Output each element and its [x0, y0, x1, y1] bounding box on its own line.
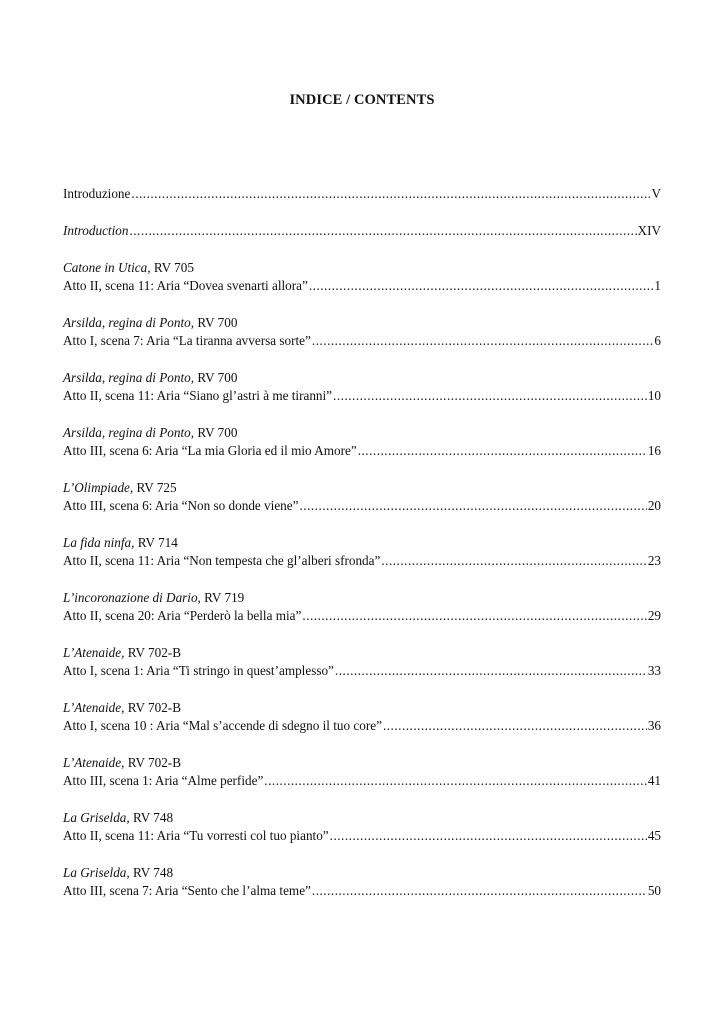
work-title: [63, 589, 661, 607]
toc-line: [63, 442, 661, 460]
toc-entry-label: Atto II, scena 11: Aria “Siano gl’astri à me tiranni”: [63, 388, 333, 403]
page-title: INDICE / CONTENTS: [289, 92, 435, 108]
work-catalogue: RV 705: [150, 260, 194, 275]
work-catalogue: RV 702-B: [124, 700, 181, 715]
toc-page-number: 23: [647, 553, 661, 568]
toc-page-number: 33: [647, 663, 661, 678]
toc-entry: [63, 534, 661, 570]
work-title-italic: L’Atenaide,: [63, 755, 125, 770]
toc-line: [63, 497, 661, 515]
dot-leader: [312, 882, 647, 900]
work-title-italic: Catone in Utica,: [63, 260, 151, 275]
toc-page-number: 10: [647, 388, 661, 403]
toc-line: [63, 552, 661, 570]
work-catalogue: RV 714: [134, 535, 178, 550]
toc-entry-label: Atto III, scena 7: Aria “Sento che l’alma teme”: [63, 883, 311, 898]
toc-entry: [63, 644, 661, 680]
toc-entry: [63, 699, 661, 735]
toc-page-number: 6: [654, 333, 661, 348]
toc-line: [63, 662, 661, 680]
toc-entry: [63, 314, 661, 350]
dot-leader: [302, 607, 646, 625]
dot-leader: [330, 827, 647, 845]
toc-page-number: 1: [654, 278, 661, 293]
toc-entry-label: Atto II, scena 20: Aria “Perderò la bella mia”: [63, 608, 302, 623]
toc-entry-label: Atto III, scena 6: Aria “Non so donde viene”: [63, 498, 299, 513]
work-title-italic: Arsilda, regina di Ponto,: [63, 425, 195, 440]
dot-leader: [381, 552, 646, 570]
toc-entry: [63, 222, 661, 240]
toc-page-number: 45: [647, 828, 661, 843]
dot-leader: [383, 717, 647, 735]
toc-entry-label: Atto II, scena 11: Aria “Non tempesta che gl’alberi sfronda”: [63, 553, 381, 568]
toc-entry: [63, 185, 661, 203]
toc-entry: [63, 809, 661, 845]
toc-entry-label: Introduzione: [63, 186, 131, 201]
work-title: [63, 534, 661, 552]
dot-leader: [131, 185, 650, 203]
dot-leader: [309, 277, 654, 295]
work-catalogue: RV 748: [129, 810, 174, 825]
toc-page-number: V: [651, 186, 661, 201]
dot-leader: [335, 662, 647, 680]
toc-line: [63, 772, 661, 790]
toc-entry-label: Atto I, scena 10 : Aria “Mal s’accende di sdegno il tuo core”: [63, 718, 382, 733]
toc-page-number: 50: [647, 883, 661, 898]
toc-page-number: 29: [647, 608, 661, 623]
dot-leader: [358, 442, 647, 460]
work-catalogue: RV 700: [194, 315, 238, 330]
work-title-italic: Arsilda, regina di Ponto,: [63, 370, 195, 385]
toc-line: [63, 387, 661, 405]
toc-line: [63, 185, 661, 203]
work-title-italic: L’Atenaide,: [63, 645, 125, 660]
work-title-italic: La fida ninfa,: [63, 535, 135, 550]
toc-entry: [63, 369, 661, 405]
toc-line: [63, 277, 661, 295]
dot-leader: [312, 332, 654, 350]
work-title: [63, 369, 661, 387]
toc-entry-label: Atto I, scena 7: Aria “La tiranna avversa sorte”: [63, 333, 311, 348]
work-title: [63, 644, 661, 662]
work-catalogue: RV 700: [194, 370, 238, 385]
table-of-contents: [63, 185, 661, 900]
work-catalogue: RV 700: [194, 425, 238, 440]
toc-entry-label: Atto II, scena 11: Aria “Dovea svenarti allora”: [63, 278, 308, 293]
work-title: [63, 424, 661, 442]
toc-entry-label: Atto II, scena 11: Aria “Tu vorresti col tuo pianto”: [63, 828, 329, 843]
work-title-italic: La Griselda,: [63, 865, 130, 880]
work-catalogue: RV 725: [133, 480, 177, 495]
work-title: [63, 809, 661, 827]
toc-line: [63, 332, 661, 350]
toc-entry-label: Introduction: [63, 223, 129, 238]
work-title-italic: L’Atenaide,: [63, 700, 125, 715]
toc-line: [63, 827, 661, 845]
toc-page-number: 16: [647, 443, 661, 458]
dot-leader: [299, 497, 646, 515]
toc-entry-label: Atto III, scena 6: Aria “La mia Gloria ed il mio Amore”: [63, 443, 357, 458]
work-title-italic: Arsilda, regina di Ponto,: [63, 315, 195, 330]
work-catalogue: RV 702-B: [124, 755, 181, 770]
work-title-italic: L’incoronazione di Dario,: [63, 590, 201, 605]
work-title: [63, 259, 661, 277]
dot-leader: [129, 222, 636, 240]
work-catalogue: RV 748: [129, 865, 174, 880]
toc-entry-label: Atto I, scena 1: Aria “Ti stringo in quest’amplesso”: [63, 663, 334, 678]
toc-line: [63, 607, 661, 625]
toc-page-number: XIV: [637, 223, 661, 238]
work-title: [63, 699, 661, 717]
work-title: [63, 864, 661, 882]
toc-line: [63, 222, 661, 240]
dot-leader: [264, 772, 647, 790]
toc-entry: [63, 754, 661, 790]
dot-leader: [333, 387, 647, 405]
work-title-italic: L’Olimpiade,: [63, 480, 134, 495]
work-catalogue: RV 702-B: [124, 645, 181, 660]
work-catalogue: RV 719: [200, 590, 245, 605]
toc-line: [63, 882, 661, 900]
toc-entry: [63, 424, 661, 460]
toc-entry: [63, 589, 661, 625]
toc-page-number: 41: [647, 773, 661, 788]
work-title-italic: La Griselda,: [63, 810, 130, 825]
toc-line: [63, 717, 661, 735]
toc-entry-label: Atto III, scena 1: Aria “Alme perfide”: [63, 773, 264, 788]
toc-entry: [63, 259, 661, 295]
work-title: [63, 479, 661, 497]
work-title: [63, 754, 661, 772]
toc-page-number: 20: [647, 498, 661, 513]
work-title: [63, 314, 661, 332]
toc-page-number: 36: [647, 718, 661, 733]
toc-entry: [63, 479, 661, 515]
toc-entry: [63, 864, 661, 900]
